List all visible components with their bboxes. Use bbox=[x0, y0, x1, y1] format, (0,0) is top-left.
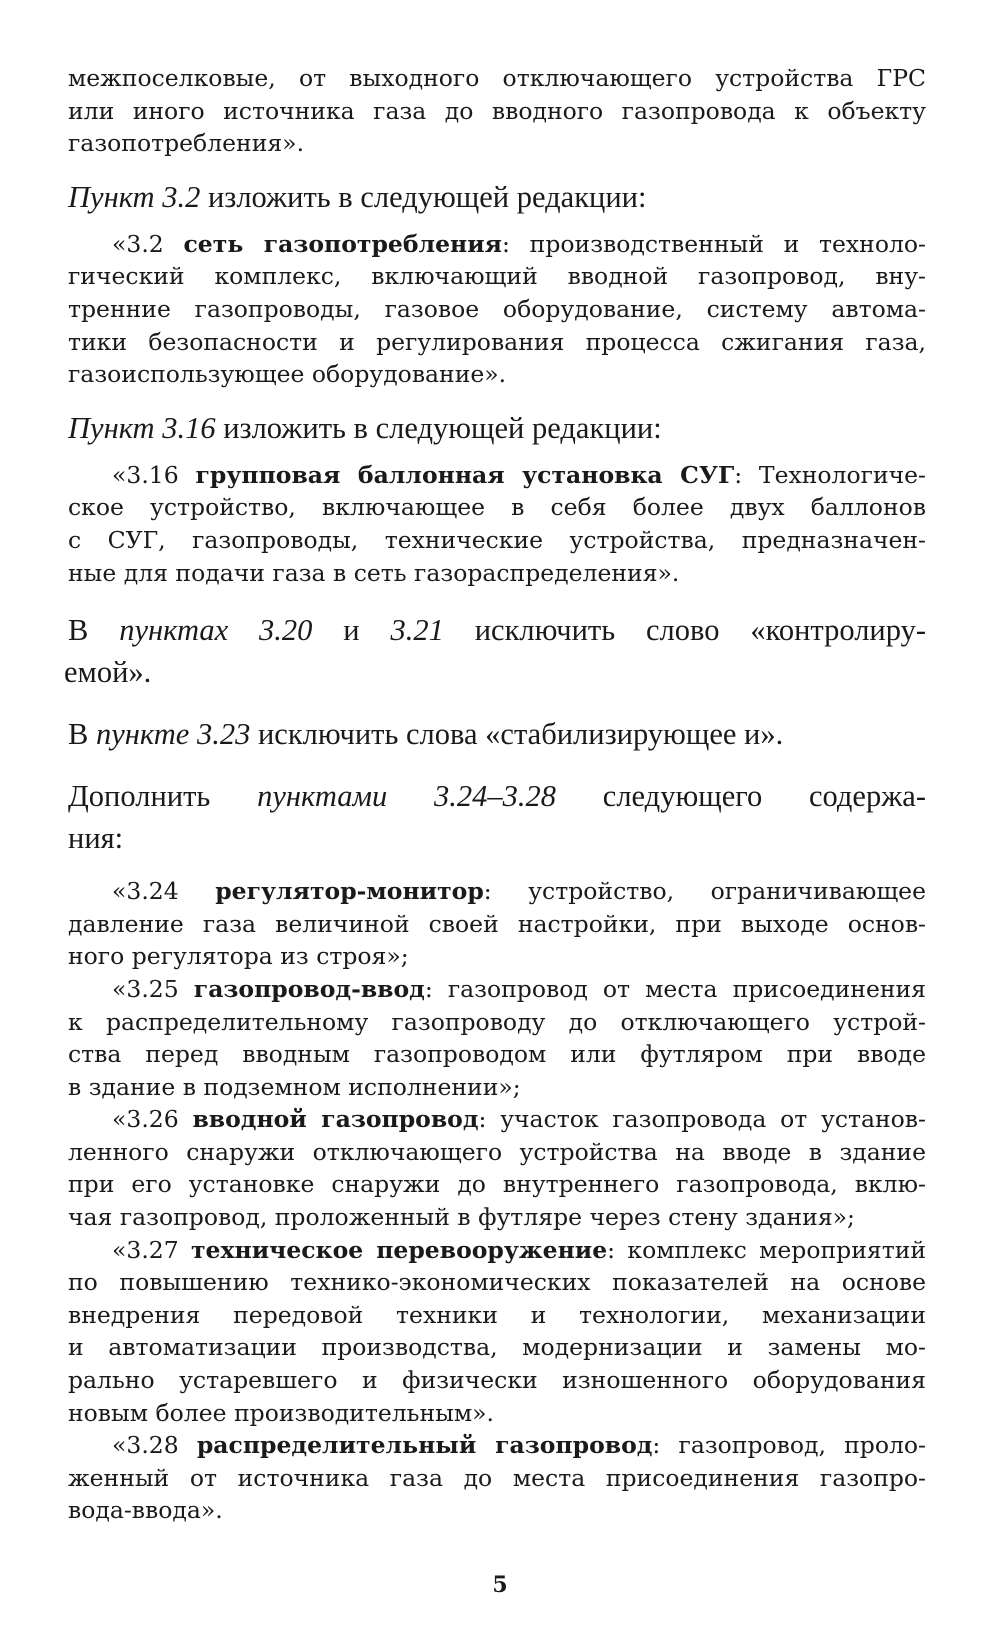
clause-reference: пунктах 3.20 bbox=[119, 613, 313, 648]
instruction-text: В bbox=[68, 613, 120, 648]
definition-prefix: «3.16 bbox=[112, 460, 196, 489]
text-line: по повышению технико-экономических показателей на основе bbox=[68, 1268, 926, 1297]
instruction-3-23 bbox=[68, 713, 926, 755]
definition-term: газопровод-ввод bbox=[193, 974, 425, 1003]
text-line bbox=[68, 228, 926, 261]
text-line: рально устаревшего и физически изношенного оборудования bbox=[68, 1366, 926, 1395]
text-line: в здание в подземном исполнении»; bbox=[68, 1072, 521, 1101]
instruction-3-20-3-21 bbox=[64, 609, 927, 693]
definition-prefix: «3.24 bbox=[112, 877, 216, 906]
text-line: внедрения передовой техники и технологии, механизации bbox=[68, 1300, 926, 1329]
text-line: гический комплекс, включающий вводной газопровод, вну- bbox=[68, 262, 926, 291]
instruction-3-2 bbox=[68, 176, 926, 218]
text-line: емой». bbox=[64, 655, 152, 690]
instruction-text: изложить в следующей редакции: bbox=[200, 179, 647, 214]
text-line: с СУГ, газопроводы, технические устройства, предназначен- bbox=[68, 525, 926, 554]
definition-term: техническое перевооружение bbox=[191, 1235, 608, 1264]
definition-3-16 bbox=[68, 459, 926, 589]
text-line: или иного источника газа до вводного газопровода к объекту bbox=[68, 96, 926, 125]
continuation-paragraph bbox=[68, 62, 926, 160]
text-line: женный от источника газа до места присоединения газопро- bbox=[68, 1463, 926, 1492]
text-line bbox=[68, 459, 926, 492]
definition-3-26 bbox=[68, 1103, 926, 1233]
text-line: газопотребления». bbox=[68, 129, 305, 158]
text-line bbox=[68, 609, 926, 651]
definition-prefix: «3.26 bbox=[112, 1105, 193, 1134]
definition-term: сеть газопотребления bbox=[183, 229, 503, 258]
text-line: газоиспользующее оборудование». bbox=[68, 360, 507, 389]
instruction-text: Дополнить bbox=[68, 779, 258, 814]
definition-prefix: «3.2 bbox=[112, 229, 184, 258]
text-line bbox=[68, 1234, 926, 1267]
instruction-text: В bbox=[68, 717, 96, 752]
definition-3-2 bbox=[68, 228, 926, 391]
definition-text: : Технологиче- bbox=[734, 460, 926, 489]
text-line: вода-ввода». bbox=[68, 1496, 223, 1525]
definition-text: : участок газопровода от установ- bbox=[478, 1105, 926, 1134]
text-line bbox=[68, 875, 926, 908]
text-line: и автоматизации производства, модернизации и замены мо- bbox=[68, 1333, 926, 1362]
text-line bbox=[68, 973, 926, 1006]
text-line bbox=[68, 1429, 926, 1462]
text-line: ства перед вводным газопроводом или футляром при вводе bbox=[68, 1040, 926, 1069]
definition-term: распределительный газопровод bbox=[196, 1431, 653, 1460]
text-line: ленного снаружи отключающего устройства на вводе в здание bbox=[68, 1137, 926, 1166]
text-line bbox=[68, 1103, 926, 1136]
text-line: ные для подачи газа в сеть газораспределения». bbox=[68, 558, 680, 587]
definition-text: : газопровод, проло- bbox=[652, 1431, 927, 1460]
text-line: чая газопровод, проложенный в футляре через стену здания»; bbox=[68, 1203, 855, 1232]
instruction-add-clauses bbox=[68, 775, 926, 859]
instruction-text: изложить в следующей редакции: bbox=[215, 410, 662, 445]
definition-prefix: «3.28 bbox=[112, 1431, 197, 1460]
text-line: тики безопасности и регулирования процесса сжигания газа, bbox=[68, 327, 926, 356]
definition-term: вводной газопровод bbox=[192, 1105, 479, 1134]
instruction-text: исключить слово «контролиру- bbox=[443, 613, 927, 648]
definition-text: : производственный и техноло- bbox=[502, 229, 926, 258]
text-line: межпоселковые, от выходного отключающего устройства ГРС bbox=[68, 64, 926, 92]
definition-text: : комплекс мероприятий bbox=[607, 1235, 927, 1264]
text-line: ного регулятора из строя»; bbox=[68, 942, 409, 971]
instruction-text: следующего содержа- bbox=[556, 779, 926, 814]
text-line: тренние газопроводы, газовое оборудование, систему автома- bbox=[68, 294, 926, 323]
text-line: новым более производительным». bbox=[68, 1398, 494, 1427]
definition-term: регулятор-монитор bbox=[215, 877, 484, 906]
definition-3-28 bbox=[68, 1429, 926, 1527]
definition-prefix: «3.25 bbox=[112, 974, 194, 1003]
definition-3-27 bbox=[68, 1234, 926, 1430]
text-line: при его установке снаружи до внутреннего газопровода, вклю- bbox=[68, 1170, 926, 1199]
instruction-text: и bbox=[312, 613, 391, 648]
page-number: 5 bbox=[492, 1572, 508, 1598]
definition-3-25 bbox=[68, 973, 926, 1103]
clause-reference: пунктами 3.24–3.28 bbox=[257, 779, 557, 814]
definition-text: : газопровод от места присоединения bbox=[424, 974, 927, 1003]
text-line: ния: bbox=[68, 821, 124, 856]
text-line: давление газа величиной своей настройки, при выходе основ- bbox=[68, 909, 926, 938]
clause-reference: пункте 3.23 bbox=[95, 717, 251, 752]
definition-text: : устройство, ограничивающее bbox=[483, 877, 926, 906]
clause-reference: Пункт 3.2 bbox=[68, 179, 201, 214]
instruction-text: исключить слова «стабилизирующее и». bbox=[250, 717, 784, 752]
definition-3-24 bbox=[68, 875, 926, 973]
text-line bbox=[68, 775, 926, 817]
document-page bbox=[64, 62, 927, 1527]
clause-reference: 3.21 bbox=[390, 613, 444, 648]
instruction-3-16 bbox=[68, 407, 926, 449]
definition-term: групповая баллонная установка СУГ bbox=[195, 460, 735, 489]
text-line: ское устройство, включающее в себя более двух баллонов bbox=[68, 493, 926, 522]
clause-reference: Пункт 3.16 bbox=[68, 410, 216, 445]
definition-prefix: «3.27 bbox=[112, 1235, 191, 1264]
text-line: к распределительному газопроводу до отключающего устрой- bbox=[68, 1007, 926, 1036]
